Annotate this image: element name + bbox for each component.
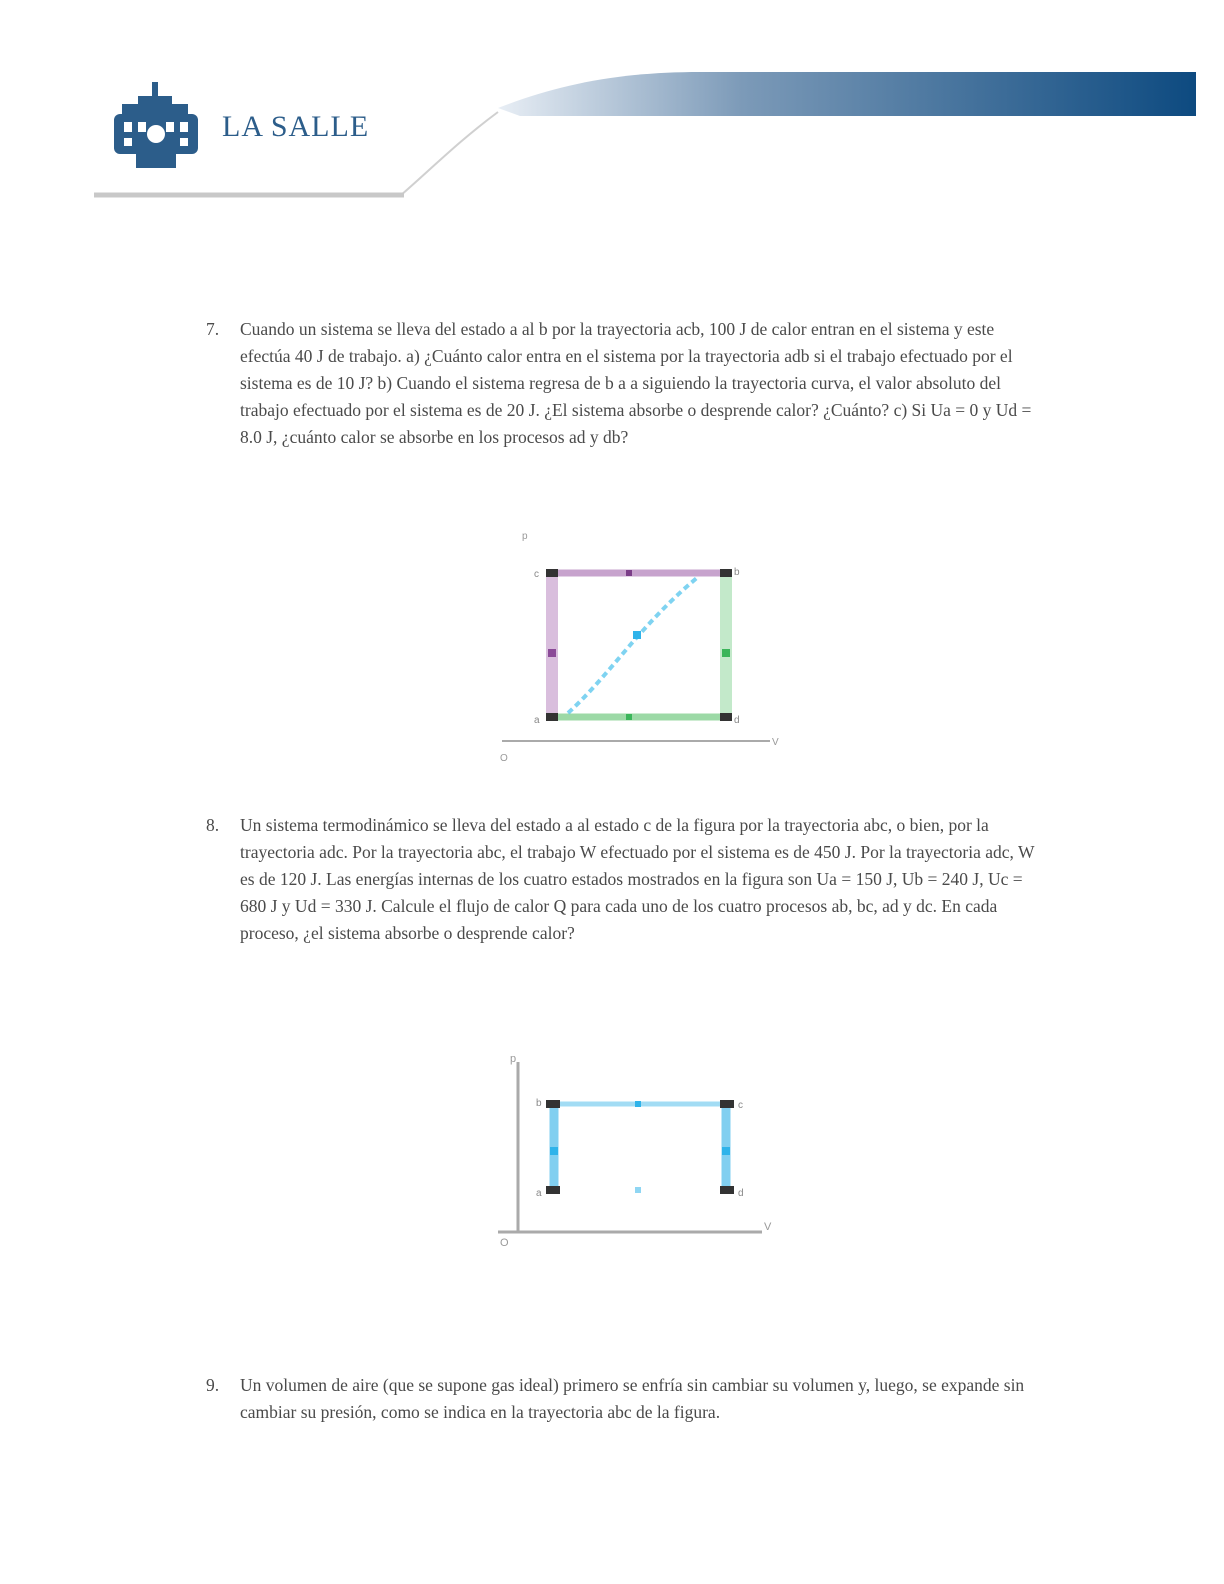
path-curve	[568, 577, 698, 713]
question-text: Un volumen de aire (que se supone gas ideal) primero se enfría sin cambiar su volumen y, luego, se expande sin cambiar su presión, como se indica en la trayectoria abc de la figura.	[240, 1375, 1025, 1422]
axis-y-label: p	[522, 531, 528, 542]
label-b: b	[536, 1098, 542, 1109]
label-b: b	[734, 567, 740, 578]
arrow-icon	[550, 1147, 558, 1155]
axes	[500, 531, 779, 764]
corner-point	[546, 1186, 560, 1194]
label-d: d	[734, 715, 740, 726]
arrow-icon	[635, 1187, 641, 1193]
axes	[498, 1053, 772, 1249]
question-text: Cuando un sistema se lleva del estado a al b por la trayectoria acb, 100 J de calor entran en el sistema y este efectúa 40 J de trabajo. a) ¿Cuánto calor entra en el sistema por la trayectoria adb si el trabajo efectuado por el sistema es de 10 J? b) Cuando el sistema regresa de b a a siguiendo la trayectoria curva, el valor absoluto del trabajo efectuado por el sistema es de 20 J. ¿El sistema absorbe o desprende calor? ¿Cuánto? c) Si Ua = 0 y Ud = 8.0 J, ¿cuánto calor se absorbe en los procesos ad y db?	[240, 319, 1032, 447]
question-number: 9.	[206, 1375, 220, 1395]
question-text: Un sistema termodinámico se lleva del estado a al estado c de la figura por la trayectoria abc, o bien, por la trayectoria adc. Por la trayectoria abc, el trabajo W efectuado por el sistema es de 450 J. Por la trayectoria adc, W es de 120 J. Las energías internas de los cuatro estados mostrados en la figura son Ua = 150 J, Ub = 240 J, Uc = 680 J y Ud = 330 J. Calcule el flujo de calor Q para cada uno de los cuatro procesos ab, bc, ad y dc. En cada proceso, ¿el sistema absorbe o desprende calor?	[240, 815, 1035, 943]
logo-name: LA SALLE	[222, 110, 370, 143]
logo[interactable]	[108, 82, 408, 182]
axis-x-label: V	[772, 737, 779, 748]
corner-point	[720, 569, 732, 577]
corner-point	[720, 1100, 734, 1108]
label-d: d	[738, 1188, 744, 1199]
origin-label: O	[500, 753, 508, 764]
pv-diagram-2	[480, 1050, 790, 1260]
page-header	[0, 0, 1224, 220]
origin-label: O	[500, 1237, 509, 1249]
arrow-icon	[626, 570, 632, 576]
axis-y-label: p	[510, 1053, 517, 1065]
question-9	[206, 1372, 1046, 1426]
label-a: a	[534, 715, 540, 726]
corner-point	[546, 713, 558, 721]
question-7	[206, 316, 1046, 451]
crest-icon	[108, 82, 208, 178]
corner-point	[546, 1100, 560, 1108]
arrow-icon	[722, 1147, 730, 1155]
corner-point	[720, 1186, 734, 1194]
label-a: a	[536, 1188, 542, 1199]
question-number: 8.	[206, 815, 220, 835]
corner-point	[720, 713, 732, 721]
arrow-icon	[626, 714, 632, 720]
pv-diagram-1	[490, 525, 790, 775]
question-number: 7.	[206, 319, 220, 339]
label-c: c	[534, 569, 539, 580]
arrow-icon	[548, 649, 556, 657]
question-8	[206, 812, 1046, 947]
arrow-icon	[635, 1101, 641, 1107]
axis-x-label: V	[764, 1221, 772, 1233]
label-c: c	[738, 1100, 743, 1111]
arrow-icon	[722, 649, 730, 657]
curve-arrow-icon	[633, 631, 641, 639]
corner-point	[546, 569, 558, 577]
